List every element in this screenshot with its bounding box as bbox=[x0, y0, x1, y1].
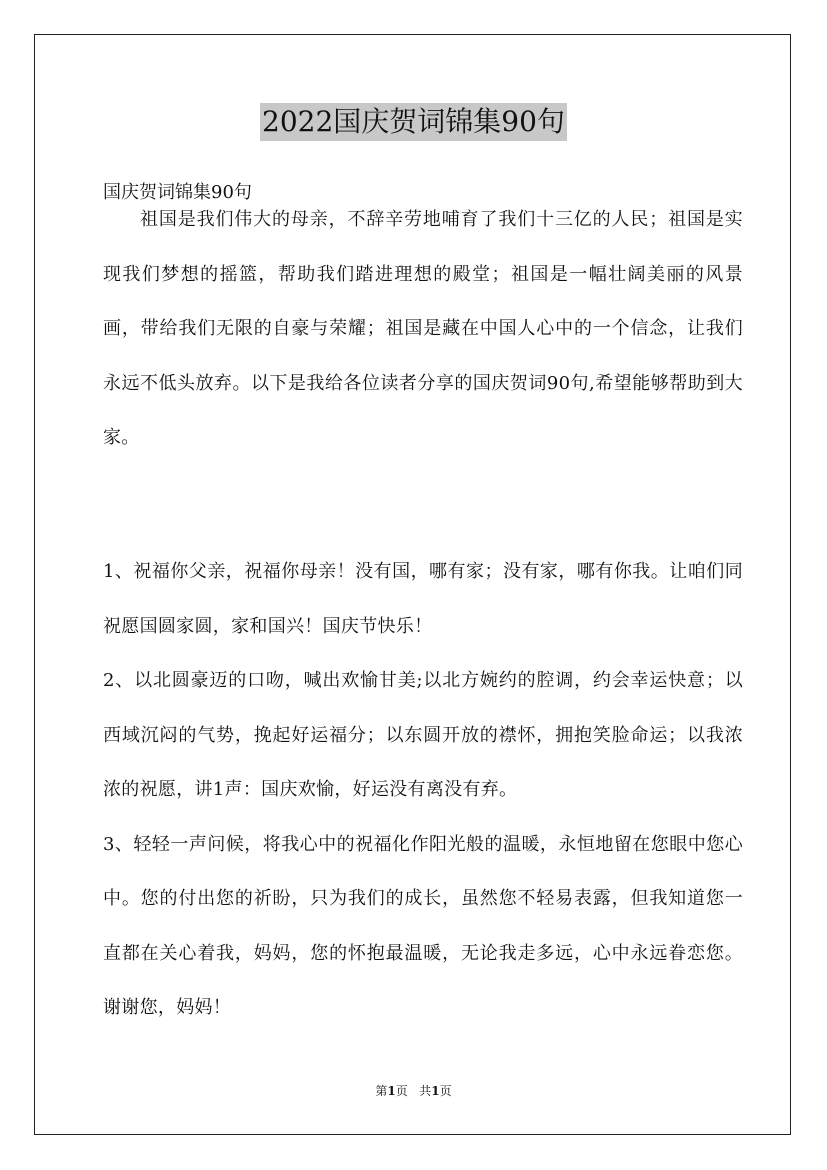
page-footer bbox=[0, 1083, 827, 1099]
page-unit: 页 bbox=[395, 1084, 408, 1098]
document-subtitle: 国庆贺词锦集90句 bbox=[103, 182, 252, 203]
document-title: 2022国庆贺词锦集90句 bbox=[260, 103, 567, 141]
greetings-list bbox=[103, 545, 743, 1036]
list-item: 1、祝福你父亲，祝福你母亲！没有国，哪有家；没有家，哪有你我。让咱们同祝愿国圆家圆，家和国兴！国庆节快乐！ bbox=[103, 561, 743, 637]
list-item: 2、以北圆豪迈的口吻，喊出欢愉甘美;以北方婉约的腔调，约会幸运快意；以西域沉闷的气势，挽起好运福分；以东圆开放的襟怀，拥抱笑脸命运；以我浓浓的祝愿，讲1声：国庆欢愉，好运没有离没有弃。 bbox=[103, 670, 743, 800]
intro-paragraph: 祖国是我们伟大的母亲，不辞辛劳地哺育了我们十三亿的人民；祖国是实现我们梦想的摇篮，帮助我们踏进理想的殿堂；祖国是一幅壮阔美丽的风景画，带给我们无限的自豪与荣耀；祖国是藏在中国人心中的一个信念，让我们永远不低头放弃。以下是我给各位读者分享的国庆贺词90句,希望能够帮助到大家。 bbox=[103, 209, 743, 448]
total-unit: 页 bbox=[439, 1084, 452, 1098]
page-total: 1 bbox=[431, 1084, 440, 1098]
total-prefix: 共 bbox=[419, 1084, 432, 1098]
page-current: 1 bbox=[387, 1084, 396, 1098]
page-prefix: 第 bbox=[375, 1084, 388, 1098]
title-container bbox=[0, 103, 827, 141]
list-item: 3、轻轻一声问候，将我心中的祝福化作阳光般的温暖，永恒地留在您眼中您心中。您的付出您的祈盼，只为我们的成长，虽然您不轻易表露，但我知道您一直都在关心着我，妈妈，您的怀抱最温暖，无论我走多远，心中永远眷恋您。谢谢您，妈妈！ bbox=[103, 833, 743, 1018]
